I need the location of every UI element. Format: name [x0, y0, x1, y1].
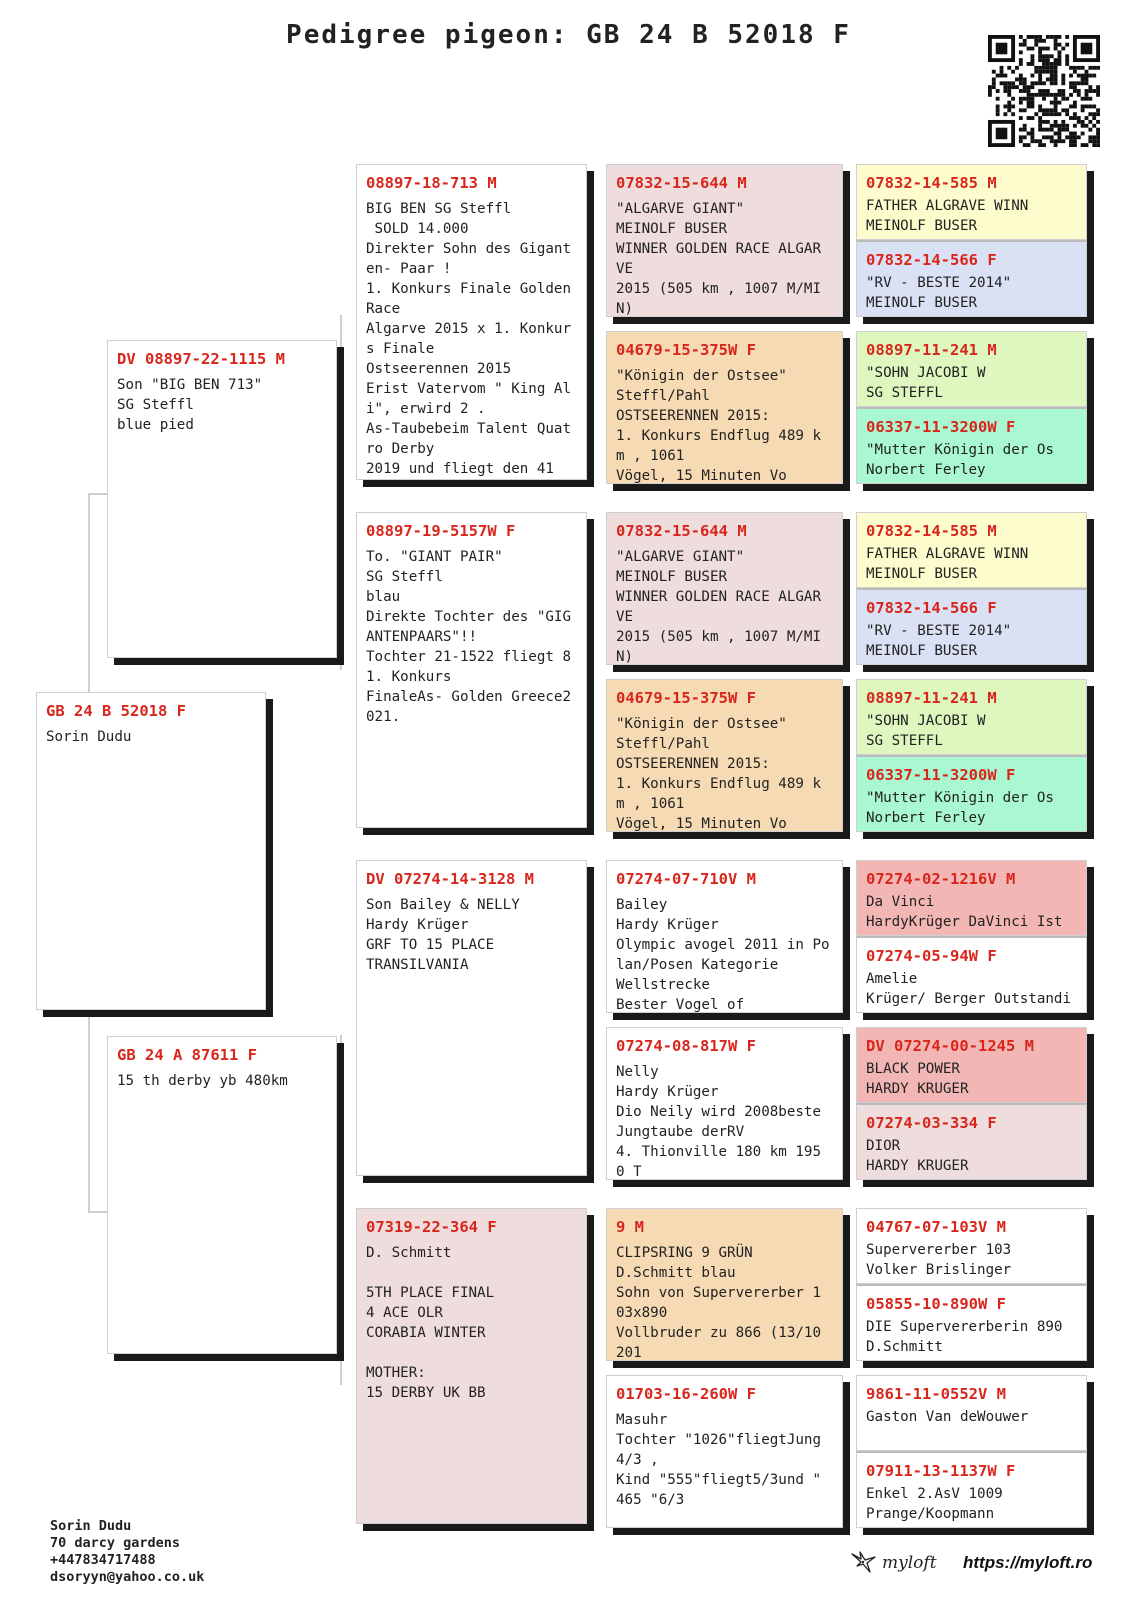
gen4-ring: 01703-16-260W F: [616, 1385, 756, 1403]
gen4-text: "ALGARVE GIANT" MEINOLF BUSER WINNER GOLDEN RACE ALGAR VE 2015 (505 km , 1007 M/MI N): [616, 201, 821, 316]
gen5-cell[interactable]: [856, 860, 1087, 936]
dam-ring: GB 24 A 87611 F: [117, 1046, 257, 1064]
gen4-card-3[interactable]: [606, 512, 843, 665]
gen5-cell[interactable]: [856, 936, 1087, 1013]
gen5-cell[interactable]: [856, 755, 1087, 832]
gen5-ring: 06337-11-3200W F: [866, 766, 1016, 784]
qr-code-icon: [988, 35, 1100, 147]
brand-name: myloft: [882, 1553, 937, 1573]
gen4-card-1[interactable]: [606, 164, 843, 317]
owner-email: dsoryyn@yahoo.co.uk: [50, 1569, 205, 1585]
gen5-ring: 07274-02-1216V M: [866, 870, 1016, 888]
gen5-cell[interactable]: [856, 679, 1087, 755]
gen4-card-4[interactable]: [606, 679, 843, 832]
brand-footer: [848, 1546, 1118, 1582]
gen5-text: "SOHN JACOBI W SG STEFFL: [866, 713, 986, 749]
gen5-ring: 05855-10-890W F: [866, 1295, 1006, 1313]
gen5-cell[interactable]: [856, 1103, 1087, 1180]
dam-card[interactable]: [107, 1036, 337, 1354]
gen5-ring: 06337-11-3200W F: [866, 418, 1016, 436]
sire-text: Son "BIG BEN 713" SG Steffl blue pied: [117, 377, 263, 433]
gen5-cell[interactable]: [856, 331, 1087, 407]
gen4-ring: 04679-15-375W F: [616, 689, 756, 707]
gen5-pair-3: [856, 512, 1087, 665]
gen4-card-8[interactable]: [606, 1375, 843, 1528]
gen5-pair-6: [856, 1027, 1087, 1180]
gen5-ring: 9861-11-0552V M: [866, 1385, 1006, 1403]
subject-text: Sorin Dudu: [46, 729, 132, 745]
gen5-text: Enkel 2.AsV 1009 Prange/Koopmann: [866, 1486, 1003, 1522]
gen5-cell[interactable]: [856, 240, 1087, 317]
gen5-text: Supervererber 103 Volker Brislinger: [866, 1242, 1012, 1278]
gen5-ring: 08897-11-241 M: [866, 341, 997, 359]
gen4-card-6[interactable]: [606, 1027, 843, 1180]
owner-name: Sorin Dudu: [50, 1518, 132, 1534]
gen3-card-4[interactable]: [356, 1208, 587, 1524]
bird-logo-icon: [848, 1548, 878, 1578]
gen5-pair-5: [856, 860, 1087, 1013]
gen5-cell[interactable]: [856, 1451, 1087, 1528]
gen5-text: FATHER ALGRAVE WINN MEINOLF BUSER: [866, 198, 1029, 234]
gen5-text: Amelie Krüger/ Berger Outstandi: [866, 971, 1071, 1007]
gen3-card-3[interactable]: [356, 860, 587, 1176]
gen4-ring: 9 M: [616, 1218, 644, 1236]
gen4-text: CLIPSRING 9 GRÜN D.Schmitt blau Sohn von Supervererber 1 03x890 Vollbruder zu 866 (13/10 201: [616, 1245, 821, 1360]
gen4-text: Bailey Hardy Krüger Olympic avogel 2011 in Polan/Posen Kategorie Wellstrecke Bester Vogel of: [616, 897, 830, 1012]
owner-phone: +447834717488: [50, 1552, 156, 1568]
brand-url-link[interactable]: https://myloft.ro: [963, 1553, 1093, 1572]
subject-card[interactable]: [36, 692, 266, 1010]
gen5-pair-1: [856, 164, 1087, 317]
gen3-card-2[interactable]: [356, 512, 587, 828]
gen4-text: Masuhr Tochter "1026"fliegtJung 4/3 , Kind "555"fliegt5/3und " 465 "6/3: [616, 1412, 821, 1508]
gen3-ring: 07319-22-364 F: [366, 1218, 497, 1236]
gen5-pair-7: [856, 1208, 1087, 1361]
gen5-pair-4: [856, 679, 1087, 832]
gen5-text: "Mutter Königin der Os Norbert Ferley: [866, 790, 1054, 826]
gen5-ring: 07274-05-94W F: [866, 947, 997, 965]
gen5-pair-8: [856, 1375, 1087, 1528]
gen5-text: FATHER ALGRAVE WINN MEINOLF BUSER: [866, 546, 1029, 582]
gen5-cell[interactable]: [856, 1027, 1087, 1103]
gen4-ring: 07274-07-710V M: [616, 870, 756, 888]
gen5-ring: 07832-14-585 M: [866, 174, 997, 192]
sire-ring: DV 08897-22-1115 M: [117, 350, 285, 368]
gen4-text: "ALGARVE GIANT" MEINOLF BUSER WINNER GOLDEN RACE ALGAR VE 2015 (505 km , 1007 M/MI N): [616, 549, 821, 664]
sire-card[interactable]: [107, 340, 337, 658]
gen4-card-2[interactable]: [606, 331, 843, 484]
gen5-cell[interactable]: [856, 1375, 1087, 1451]
gen5-ring: 07832-14-566 F: [866, 251, 997, 269]
gen3-text: D. Schmitt 5TH PLACE FINAL 4 ACE OLR CORABIA WINTER MOTHER: 15 DERBY UK BB: [366, 1245, 495, 1401]
gen4-ring: 04679-15-375W F: [616, 341, 756, 359]
gen5-cell[interactable]: [856, 164, 1087, 240]
gen3-ring: 08897-19-5157W F: [366, 522, 516, 540]
gen5-ring: 07274-03-334 F: [866, 1114, 997, 1132]
gen5-text: DIOR HARDY KRUGER: [866, 1138, 969, 1174]
gen4-text: "Königin der Ostsee" Steffl/Pahl OSTSEERENNEN 2015: 1. Konkurs Endflug 489 k m , 1061 Vögel, 15 Minuten Vo: [616, 368, 821, 483]
gen5-cell[interactable]: [856, 512, 1087, 588]
gen4-ring: 07832-15-644 M: [616, 522, 747, 540]
gen4-ring: 07832-15-644 M: [616, 174, 747, 192]
gen4-card-7[interactable]: [606, 1208, 843, 1361]
gen5-ring: 07911-13-1137W F: [866, 1462, 1016, 1480]
owner-address: 70 darcy gardens: [50, 1535, 181, 1551]
gen5-ring: 07832-14-585 M: [866, 522, 997, 540]
gen5-cell[interactable]: [856, 1284, 1087, 1361]
gen5-ring: 04767-07-103V M: [866, 1218, 1006, 1236]
gen5-ring: DV 07274-00-1245 M: [866, 1037, 1034, 1055]
gen5-text: DIE Supervererberin 890 D.Schmitt: [866, 1319, 1063, 1355]
gen5-text: Gaston Van deWouwer: [866, 1409, 1029, 1425]
subject-ring: GB 24 B 52018 F: [46, 702, 186, 720]
gen3-text: To. "GIANT PAIR" SG Steffl blau Direkte Tochter des "GIGANTENPAARS"!! Tochter 21-1522 fliegt 8 1. Konkurs FinaleAs- Golden Greece2 021.: [366, 549, 571, 725]
gen5-ring: 08897-11-241 M: [866, 689, 997, 707]
gen5-pair-2: [856, 331, 1087, 484]
gen3-card-1[interactable]: [356, 164, 587, 480]
gen5-text: "Mutter Königin der Os Norbert Ferley: [866, 442, 1054, 478]
gen5-text: "RV - BESTE 2014" MEINOLF BUSER: [866, 275, 1012, 311]
dam-text: 15 th derby yb 480km: [117, 1073, 288, 1089]
gen5-cell[interactable]: [856, 588, 1087, 665]
gen3-ring: 08897-18-713 M: [366, 174, 497, 192]
gen5-text: "SOHN JACOBI W SG STEFFL: [866, 365, 986, 401]
gen4-ring: 07274-08-817W F: [616, 1037, 756, 1055]
gen5-text: Da Vinci HardyKrüger DaVinci Ist: [866, 894, 1063, 930]
gen4-text: "Königin der Ostsee" Steffl/Pahl OSTSEERENNEN 2015: 1. Konkurs Endflug 489 k m , 1061 Vögel, 15 Minuten Vo: [616, 716, 821, 831]
gen3-ring: DV 07274-14-3128 M: [366, 870, 534, 888]
gen3-text: BIG BEN SG Steffl SOLD 14.000 Direkter Sohn des Gigant en- Paar ! 1. Konkurs Finale Golden Race Algarve 2015 x 1. Konkur s Finale Ostseerennen 2015 Erist Vatervom " King Al i", erwird 2 . As-Taubebeim Talent Quat ro Derby 2019 und fliegt den 41: [366, 201, 571, 477]
gen4-card-5[interactable]: [606, 860, 843, 1013]
gen3-text: Son Bailey & NELLY Hardy Krüger GRF TO 15 PLACE TRANSILVANIA: [366, 897, 520, 973]
page-title: Pedigree pigeon: GB 24 B 52018 F: [286, 20, 851, 50]
gen4-text: Nelly Hardy Krüger Dio Neily wird 2008beste Jungtaube derRV 4. Thionville 180 km 195 0 T: [616, 1064, 821, 1179]
gen5-text: BLACK POWER HARDY KRUGER: [866, 1061, 969, 1097]
gen5-cell[interactable]: [856, 407, 1087, 484]
gen5-text: "RV - BESTE 2014" MEINOLF BUSER: [866, 623, 1012, 659]
gen5-cell[interactable]: [856, 1208, 1087, 1284]
owner-info: [50, 1518, 204, 1586]
gen5-ring: 07832-14-566 F: [866, 599, 997, 617]
